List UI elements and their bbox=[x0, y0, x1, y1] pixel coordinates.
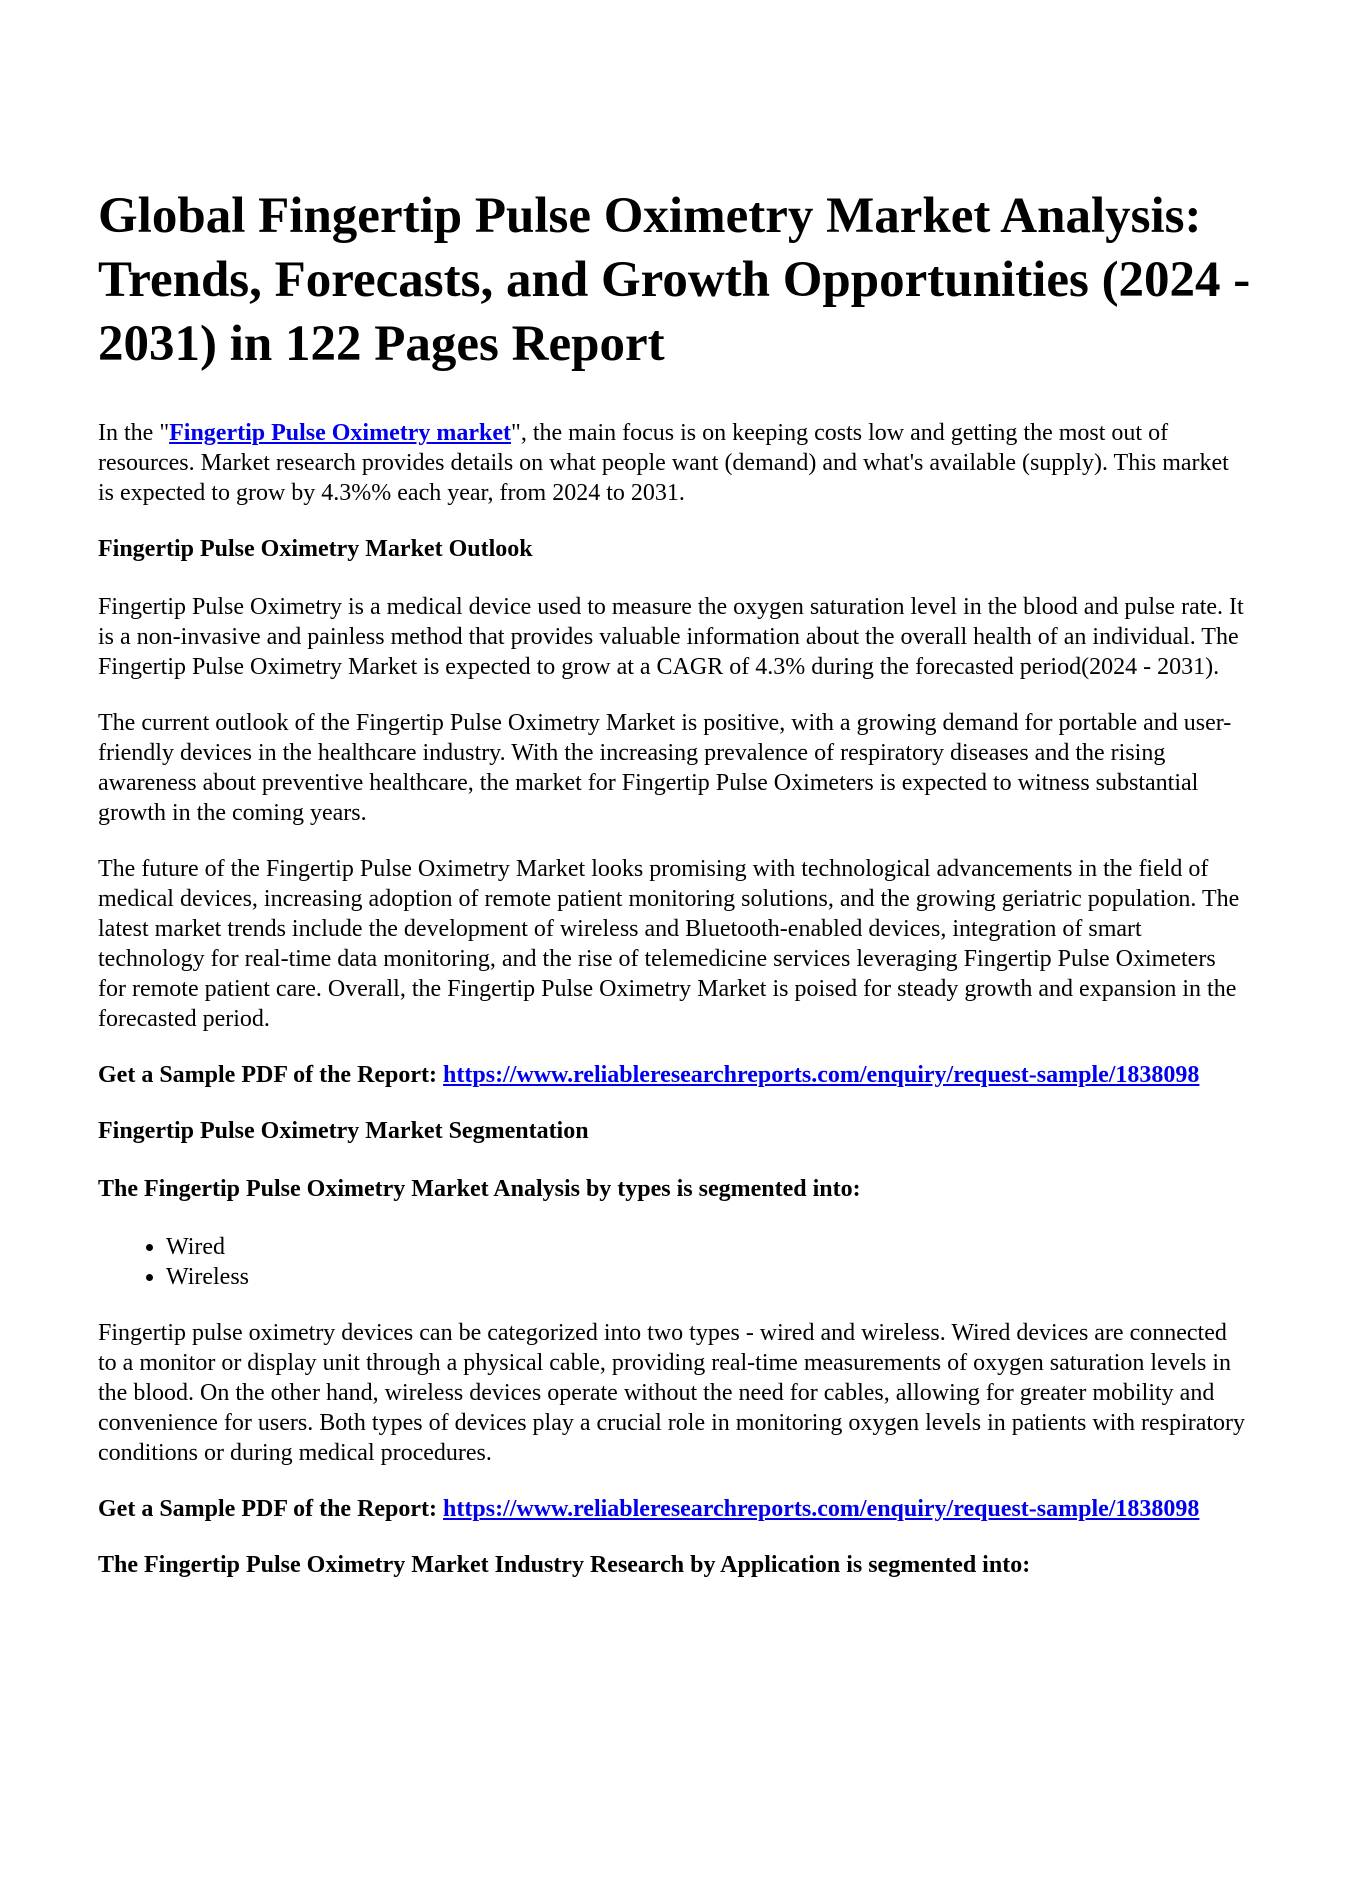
types-paragraph: Fingertip pulse oximetry devices can be categorized into two types - wired and wireless. Wired devices are connected to a monitor or display unit through a physical cable, providing real-time measurements of oxygen saturation levels in the blood. On the other hand, wireless devices operate without the need for cables, allowing for greater mobility and convenience for users. Both types of devices play a crucial role in monitoring oxygen levels in patients with respiratory conditions or during medical procedures. bbox=[98, 1320, 1246, 1466]
sample-report-link[interactable]: https://www.reliableresearchreports.com/enquiry/request-sample/1838098 bbox=[443, 1496, 1200, 1522]
outlook-paragraph-1: Fingertip Pulse Oximetry is a medical device used to measure the oxygen saturation level in the blood and pulse rate. It is a non-invasive and painless method that provides valuable information about the overall health of an individual. The Fingertip Pulse Oximetry Market is expected to grow at a CAGR of 4.3% during the forecasted period(2024 - 2031). bbox=[98, 594, 1244, 680]
sample-cta-2 bbox=[98, 1494, 1247, 1524]
list-item: • Wireless bbox=[166, 1262, 1247, 1292]
intro-prefix: In the " bbox=[98, 420, 170, 446]
sample-cta-1 bbox=[98, 1060, 1247, 1090]
intro-paragraph bbox=[98, 418, 1247, 508]
list-item: • Wired bbox=[166, 1232, 1247, 1262]
sample-report-link[interactable]: https://www.reliableresearchreports.com/enquiry/request-sample/1838098 bbox=[443, 1062, 1200, 1088]
types-heading: The Fingertip Pulse Oximetry Market Analysis by types is segmented into: bbox=[98, 1176, 861, 1202]
sample-cta-label: Get a Sample PDF of the Report: bbox=[98, 1062, 444, 1088]
market-link[interactable]: Fingertip Pulse Oximetry market bbox=[169, 420, 512, 446]
outlook-paragraph-2: The current outlook of the Fingertip Pulse Oximetry Market is positive, with a growing demand for portable and user-friendly devices in the healthcare industry. With the increasing prevalence of respiratory diseases and the rising awareness about preventive healthcare, the market for Fingertip Pulse Oximeters is expected to witness substantial growth in the coming years. bbox=[98, 710, 1232, 826]
sample-cta-label: Get a Sample PDF of the Report: bbox=[98, 1496, 444, 1522]
page-title: Global Fingertip Pulse Oximetry Market Analysis: Trends, Forecasts, and Growth Opportunities (2024 - 2031) in 122 Pages Report bbox=[98, 188, 1251, 372]
segmentation-heading: Fingertip Pulse Oximetry Market Segmentation bbox=[98, 1118, 589, 1144]
outlook-paragraph-3: The future of the Fingertip Pulse Oximetry Market looks promising with technological advancements in the field of medical devices, increasing adoption of remote patient monitoring solutions, and the growing geriatric population. The latest market trends include the development of wireless and Bluetooth-enabled devices, integration of smart technology for real-time data monitoring, and the rise of telemedicine services leveraging Fingertip Pulse Oximeters for remote patient care. Overall, the Fingertip Pulse Oximetry Market is poised for steady growth and expansion in the forecasted period. bbox=[98, 856, 1240, 1032]
outlook-heading: Fingertip Pulse Oximetry Market Outlook bbox=[98, 536, 533, 562]
intro-suffix: ", the main focus is on keeping costs low and getting the most out of resources. Market research provides details on what people want (demand) and what's available (supply). This market is expected to grow by 4.3%% each year, from 2024 to 2031. bbox=[98, 420, 1229, 506]
application-heading: The Fingertip Pulse Oximetry Market Industry Research by Application is segmented into: bbox=[98, 1552, 1031, 1578]
types-list bbox=[98, 1232, 1247, 1292]
